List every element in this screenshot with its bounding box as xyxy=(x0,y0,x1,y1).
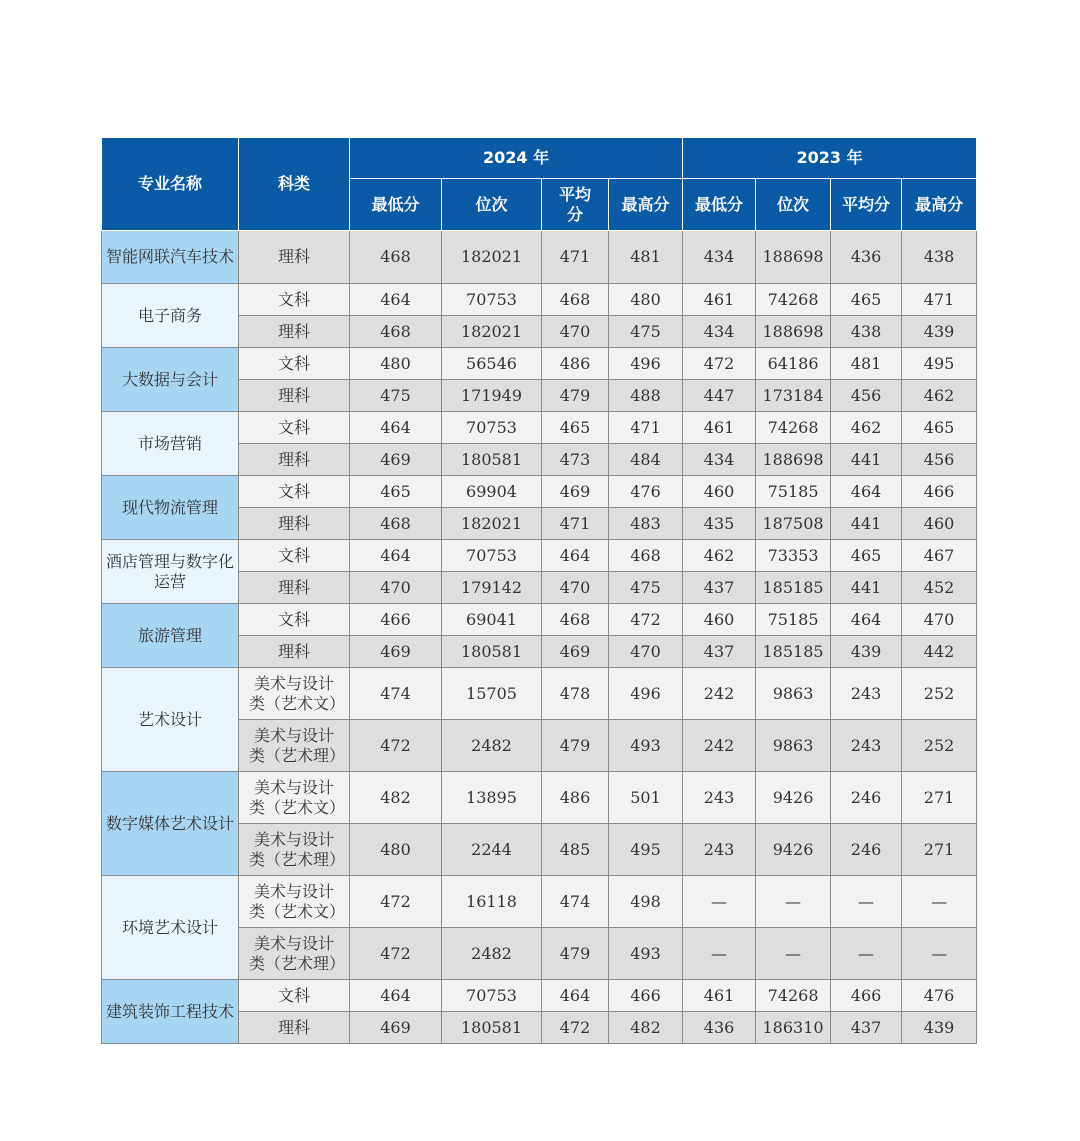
admission-score-table xyxy=(101,137,977,1044)
cell-2023-avg: 246 xyxy=(831,824,902,876)
cell-2023-avg: 436 xyxy=(831,231,902,284)
cell-2024-min: 466 xyxy=(350,604,442,636)
cell-2024-rank: 69904 xyxy=(442,476,542,508)
cell-2023-rank: 187508 xyxy=(756,508,831,540)
cell-2024-max: 468 xyxy=(609,540,683,572)
major-name: 智能网联汽车技术 xyxy=(102,231,239,284)
category-cell: 美术与设计类（艺术理） xyxy=(239,928,350,980)
major-name: 现代物流管理 xyxy=(102,476,239,540)
cell-2024-min: 472 xyxy=(350,720,442,772)
cell-2023-min: 242 xyxy=(683,668,756,720)
cell-2023-min: — xyxy=(683,928,756,980)
major-name: 酒店管理与数字化运营 xyxy=(102,540,239,604)
cell-2023-max: 471 xyxy=(902,284,977,316)
cell-2023-min: 434 xyxy=(683,444,756,476)
cell-2023-min: 461 xyxy=(683,284,756,316)
cell-2024-max: 480 xyxy=(609,284,683,316)
cell-2024-min: 470 xyxy=(350,572,442,604)
cell-2023-max: 466 xyxy=(902,476,977,508)
cell-2024-max: 472 xyxy=(609,604,683,636)
cell-2024-max: 493 xyxy=(609,720,683,772)
cell-2024-avg: 469 xyxy=(542,476,609,508)
cell-2024-avg: 468 xyxy=(542,284,609,316)
cell-2024-max: 484 xyxy=(609,444,683,476)
cell-2024-avg: 470 xyxy=(542,316,609,348)
header-year-2023: 2023 年 xyxy=(683,138,977,179)
major-name: 大数据与会计 xyxy=(102,348,239,412)
cell-2024-rank: 13895 xyxy=(442,772,542,824)
table-row xyxy=(102,284,977,316)
major-name: 旅游管理 xyxy=(102,604,239,668)
cell-2023-max: 439 xyxy=(902,316,977,348)
cell-2023-min: 460 xyxy=(683,476,756,508)
cell-2024-max: 496 xyxy=(609,348,683,380)
header-2023-min: 最低分 xyxy=(683,179,756,231)
cell-2023-avg: 456 xyxy=(831,380,902,412)
cell-2023-avg: 438 xyxy=(831,316,902,348)
cell-2023-avg: 481 xyxy=(831,348,902,380)
cell-2024-min: 482 xyxy=(350,772,442,824)
cell-2023-avg: — xyxy=(831,876,902,928)
cell-2024-max: 483 xyxy=(609,508,683,540)
cell-2024-max: 501 xyxy=(609,772,683,824)
cell-2024-avg: 471 xyxy=(542,508,609,540)
cell-2024-avg: 469 xyxy=(542,636,609,668)
category-cell: 理科 xyxy=(239,444,350,476)
cell-2023-rank: 73353 xyxy=(756,540,831,572)
cell-2024-min: 468 xyxy=(350,508,442,540)
cell-2024-avg: 464 xyxy=(542,980,609,1012)
category-cell: 理科 xyxy=(239,231,350,284)
cell-2024-max: 470 xyxy=(609,636,683,668)
cell-2024-rank: 171949 xyxy=(442,380,542,412)
cell-2024-min: 469 xyxy=(350,636,442,668)
cell-2023-avg: 243 xyxy=(831,668,902,720)
cell-2023-min: 437 xyxy=(683,572,756,604)
cell-2024-max: 466 xyxy=(609,980,683,1012)
cell-2023-rank: 75185 xyxy=(756,604,831,636)
cell-2024-min: 464 xyxy=(350,980,442,1012)
cell-2023-min: 460 xyxy=(683,604,756,636)
table-row xyxy=(102,980,977,1012)
cell-2024-avg: 474 xyxy=(542,876,609,928)
major-name: 市场营销 xyxy=(102,412,239,476)
cell-2023-max: 439 xyxy=(902,1012,977,1044)
cell-2023-min: 434 xyxy=(683,316,756,348)
cell-2023-max: 462 xyxy=(902,380,977,412)
cell-2023-rank: 185185 xyxy=(756,572,831,604)
cell-2024-max: 475 xyxy=(609,572,683,604)
cell-2024-rank: 180581 xyxy=(442,1012,542,1044)
cell-2023-rank: 186310 xyxy=(756,1012,831,1044)
cell-2023-min: 437 xyxy=(683,636,756,668)
cell-2023-max: 438 xyxy=(902,231,977,284)
cell-2024-rank: 182021 xyxy=(442,231,542,284)
cell-2024-min: 475 xyxy=(350,380,442,412)
cell-2024-min: 468 xyxy=(350,231,442,284)
cell-2023-rank: 64186 xyxy=(756,348,831,380)
cell-2024-max: 498 xyxy=(609,876,683,928)
cell-2024-min: 469 xyxy=(350,1012,442,1044)
cell-2024-max: 488 xyxy=(609,380,683,412)
cell-2023-max: 470 xyxy=(902,604,977,636)
cell-2024-avg: 479 xyxy=(542,928,609,980)
header-major: 专业名称 xyxy=(102,138,239,231)
table-row xyxy=(102,772,977,824)
cell-2023-min: 436 xyxy=(683,1012,756,1044)
category-cell: 理科 xyxy=(239,316,350,348)
cell-2024-max: 493 xyxy=(609,928,683,980)
category-cell: 文科 xyxy=(239,284,350,316)
cell-2023-rank: — xyxy=(756,876,831,928)
category-cell: 美术与设计类（艺术理） xyxy=(239,824,350,876)
cell-2024-max: 495 xyxy=(609,824,683,876)
cell-2023-rank: 185185 xyxy=(756,636,831,668)
cell-2024-min: 469 xyxy=(350,444,442,476)
cell-2024-min: 464 xyxy=(350,540,442,572)
header-2023-max: 最高分 xyxy=(902,179,977,231)
cell-2023-min: 243 xyxy=(683,772,756,824)
cell-2023-avg: 437 xyxy=(831,1012,902,1044)
category-cell: 理科 xyxy=(239,1012,350,1044)
table-row xyxy=(102,540,977,572)
cell-2023-max: 476 xyxy=(902,980,977,1012)
category-cell: 文科 xyxy=(239,412,350,444)
cell-2023-avg: 464 xyxy=(831,476,902,508)
cell-2023-max: 452 xyxy=(902,572,977,604)
cell-2023-avg: 441 xyxy=(831,444,902,476)
category-cell: 理科 xyxy=(239,636,350,668)
table-row xyxy=(102,412,977,444)
cell-2024-min: 468 xyxy=(350,316,442,348)
cell-2024-rank: 180581 xyxy=(442,444,542,476)
cell-2024-rank: 2482 xyxy=(442,928,542,980)
header-2024-avg: 平均分 xyxy=(542,179,609,231)
cell-2023-rank: 74268 xyxy=(756,980,831,1012)
major-name: 艺术设计 xyxy=(102,668,239,772)
category-cell: 文科 xyxy=(239,980,350,1012)
cell-2024-min: 480 xyxy=(350,824,442,876)
cell-2024-avg: 479 xyxy=(542,380,609,412)
cell-2024-rank: 56546 xyxy=(442,348,542,380)
cell-2024-min: 465 xyxy=(350,476,442,508)
cell-2024-min: 464 xyxy=(350,284,442,316)
cell-2024-avg: 464 xyxy=(542,540,609,572)
cell-2023-max: 252 xyxy=(902,668,977,720)
cell-2023-avg: 243 xyxy=(831,720,902,772)
cell-2023-min: 472 xyxy=(683,348,756,380)
table-row xyxy=(102,876,977,928)
cell-2024-rank: 2244 xyxy=(442,824,542,876)
cell-2023-max: 495 xyxy=(902,348,977,380)
cell-2023-rank: 74268 xyxy=(756,412,831,444)
header-2024-rank: 位次 xyxy=(442,179,542,231)
cell-2023-rank: 75185 xyxy=(756,476,831,508)
cell-2024-max: 471 xyxy=(609,412,683,444)
category-cell: 文科 xyxy=(239,604,350,636)
cell-2023-avg: — xyxy=(831,928,902,980)
cell-2024-rank: 180581 xyxy=(442,636,542,668)
cell-2024-rank: 182021 xyxy=(442,508,542,540)
cell-2024-min: 472 xyxy=(350,876,442,928)
category-cell: 文科 xyxy=(239,540,350,572)
category-cell: 理科 xyxy=(239,572,350,604)
major-name: 数字媒体艺术设计 xyxy=(102,772,239,876)
cell-2023-avg: 465 xyxy=(831,284,902,316)
cell-2023-max: 271 xyxy=(902,772,977,824)
cell-2023-avg: 441 xyxy=(831,572,902,604)
category-cell: 理科 xyxy=(239,380,350,412)
cell-2024-avg: 473 xyxy=(542,444,609,476)
cell-2023-max: — xyxy=(902,928,977,980)
cell-2024-avg: 470 xyxy=(542,572,609,604)
cell-2023-avg: 441 xyxy=(831,508,902,540)
cell-2023-rank: 9863 xyxy=(756,668,831,720)
cell-2024-avg: 465 xyxy=(542,412,609,444)
cell-2023-min: 242 xyxy=(683,720,756,772)
cell-2023-min: 461 xyxy=(683,412,756,444)
header-year-2024: 2024 年 xyxy=(350,138,683,179)
cell-2024-max: 475 xyxy=(609,316,683,348)
cell-2024-max: 481 xyxy=(609,231,683,284)
cell-2023-min: 435 xyxy=(683,508,756,540)
cell-2023-rank: 9863 xyxy=(756,720,831,772)
cell-2023-avg: 246 xyxy=(831,772,902,824)
cell-2024-max: 496 xyxy=(609,668,683,720)
cell-2023-min: 243 xyxy=(683,824,756,876)
cell-2023-avg: 439 xyxy=(831,636,902,668)
table-row xyxy=(102,604,977,636)
cell-2024-avg: 485 xyxy=(542,824,609,876)
cell-2024-avg: 471 xyxy=(542,231,609,284)
cell-2024-min: 472 xyxy=(350,928,442,980)
category-cell: 美术与设计类（艺术文） xyxy=(239,668,350,720)
cell-2024-avg: 472 xyxy=(542,1012,609,1044)
cell-2023-avg: 465 xyxy=(831,540,902,572)
header-2023-rank: 位次 xyxy=(756,179,831,231)
cell-2024-min: 464 xyxy=(350,412,442,444)
category-cell: 美术与设计类（艺术理） xyxy=(239,720,350,772)
cell-2024-rank: 70753 xyxy=(442,284,542,316)
cell-2023-max: 252 xyxy=(902,720,977,772)
cell-2023-rank: 9426 xyxy=(756,824,831,876)
cell-2023-min: 434 xyxy=(683,231,756,284)
cell-2023-max: 465 xyxy=(902,412,977,444)
cell-2023-avg: 462 xyxy=(831,412,902,444)
cell-2024-min: 480 xyxy=(350,348,442,380)
header-2023-avg: 平均分 xyxy=(831,179,902,231)
cell-2023-min: 462 xyxy=(683,540,756,572)
cell-2023-rank: 173184 xyxy=(756,380,831,412)
cell-2024-rank: 70753 xyxy=(442,412,542,444)
cell-2023-avg: 466 xyxy=(831,980,902,1012)
cell-2024-rank: 15705 xyxy=(442,668,542,720)
major-name: 建筑装饰工程技术 xyxy=(102,980,239,1044)
cell-2023-max: 456 xyxy=(902,444,977,476)
category-cell: 文科 xyxy=(239,348,350,380)
cell-2023-rank: 188698 xyxy=(756,444,831,476)
cell-2023-rank: 188698 xyxy=(756,231,831,284)
table-row xyxy=(102,231,977,284)
cell-2024-rank: 70753 xyxy=(442,540,542,572)
category-cell: 美术与设计类（艺术文） xyxy=(239,876,350,928)
cell-2023-max: 460 xyxy=(902,508,977,540)
cell-2024-avg: 478 xyxy=(542,668,609,720)
header-2024-max: 最高分 xyxy=(609,179,683,231)
cell-2023-max: 271 xyxy=(902,824,977,876)
cell-2024-rank: 179142 xyxy=(442,572,542,604)
table-row xyxy=(102,668,977,720)
category-cell: 理科 xyxy=(239,508,350,540)
cell-2023-avg: 464 xyxy=(831,604,902,636)
cell-2023-min: 447 xyxy=(683,380,756,412)
table-row xyxy=(102,476,977,508)
cell-2024-rank: 16118 xyxy=(442,876,542,928)
cell-2024-avg: 468 xyxy=(542,604,609,636)
category-cell: 美术与设计类（艺术文） xyxy=(239,772,350,824)
cell-2023-rank: 188698 xyxy=(756,316,831,348)
cell-2023-rank: 9426 xyxy=(756,772,831,824)
cell-2023-max: — xyxy=(902,876,977,928)
cell-2024-min: 474 xyxy=(350,668,442,720)
cell-2023-rank: — xyxy=(756,928,831,980)
category-cell: 文科 xyxy=(239,476,350,508)
cell-2024-max: 482 xyxy=(609,1012,683,1044)
cell-2023-rank: 74268 xyxy=(756,284,831,316)
cell-2023-max: 467 xyxy=(902,540,977,572)
major-name: 环境艺术设计 xyxy=(102,876,239,980)
table-row xyxy=(102,348,977,380)
cell-2024-rank: 69041 xyxy=(442,604,542,636)
cell-2024-rank: 70753 xyxy=(442,980,542,1012)
cell-2023-min: 461 xyxy=(683,980,756,1012)
header-category: 科类 xyxy=(239,138,350,231)
cell-2024-rank: 2482 xyxy=(442,720,542,772)
major-name: 电子商务 xyxy=(102,284,239,348)
cell-2024-rank: 182021 xyxy=(442,316,542,348)
cell-2023-max: 442 xyxy=(902,636,977,668)
cell-2024-avg: 486 xyxy=(542,348,609,380)
cell-2024-max: 476 xyxy=(609,476,683,508)
cell-2024-avg: 479 xyxy=(542,720,609,772)
header-2024-min: 最低分 xyxy=(350,179,442,231)
cell-2023-min: — xyxy=(683,876,756,928)
cell-2024-avg: 486 xyxy=(542,772,609,824)
